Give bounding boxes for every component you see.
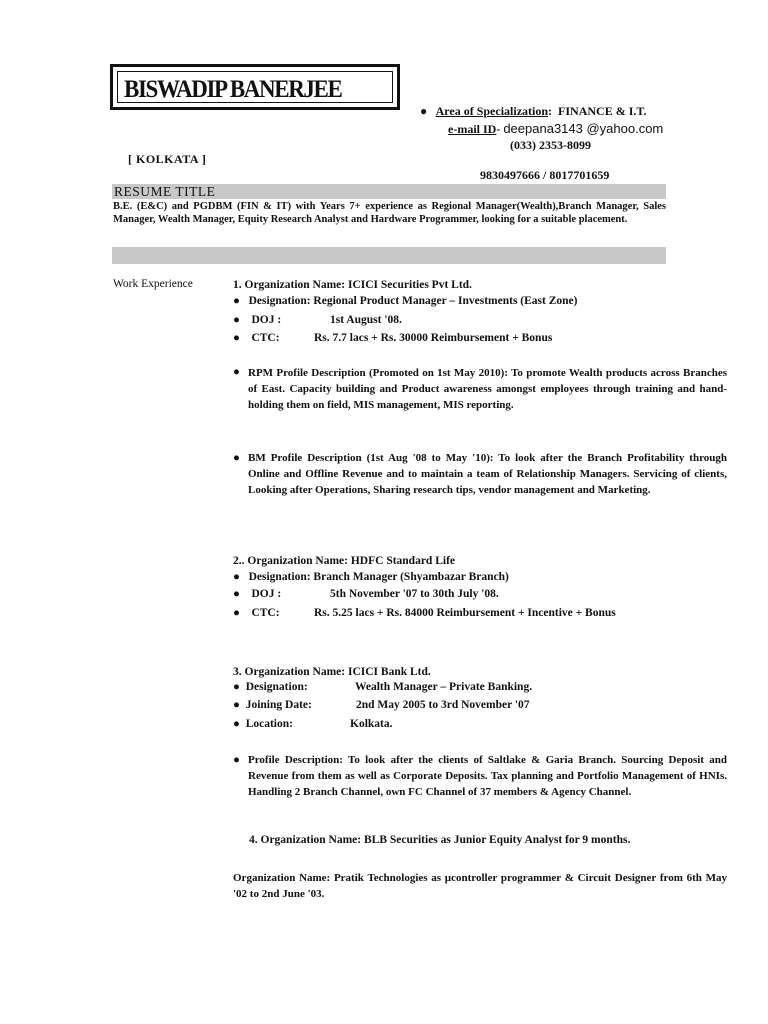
bullet-icon: ● — [233, 607, 240, 619]
bullet-icon: ● — [233, 314, 240, 326]
org3-title: 3. Organization Name: ICICI Bank Ltd. — [233, 666, 431, 678]
email-label: e-mail ID — [448, 122, 497, 136]
phone-landline: (033) 2353-8099 — [510, 138, 591, 152]
org3-designation-value: Wealth Manager – Private Banking. — [355, 681, 533, 693]
org1-bm-profile: BM Profile Description (1st Aug '08 to May '10): To look after the Branch Profitability through Online and Offline Revenue and to maintain a team of Relationship Managers. Servicing of clients, Looking after Operations, Sharing research tips, vendor management and Marketing. — [248, 452, 727, 496]
email-value[interactable]: deepana3143 @yahoo.com — [503, 121, 664, 136]
bullet-icon: ● — [233, 332, 240, 344]
area-value: FINANCE & I.T. — [558, 104, 647, 118]
bullet-icon: ● — [233, 754, 240, 766]
area-label: Area of Specialization — [435, 104, 549, 118]
resume-title: RESUME TITLE — [114, 184, 216, 199]
org2-ctc-value: Rs. 5.25 lacs + Rs. 84000 Reimbursement + Incentive + Bonus — [314, 607, 616, 619]
area-of-specialization: ● Area of Specialization: FINANCE & I.T. — [420, 104, 647, 118]
org1-rpm-profile: RPM Profile Description (Promoted on 1st May 2010): To promote Wealth products across Branches of East. Capacity building and Product awareness amongst employees through training and hand-holding them on field, MIS management, MIS reporting. — [248, 367, 727, 411]
org4-title: 4. Organization Name: BLB Securities as Junior Equity Analyst for 9 months. — [249, 834, 631, 846]
location: [ KOLKATA ] — [128, 152, 207, 166]
bullet-icon: ● — [233, 452, 240, 464]
org3-location: ● Location: — [233, 718, 293, 730]
org2-doj-value: 5th November '07 to 30th July '08. — [330, 588, 499, 600]
bullet-icon: ● — [233, 588, 240, 600]
org1-title: 1. Organization Name: ICICI Securities Pvt Ltd. — [233, 279, 472, 291]
email-line: e-mail ID- deepana3143 @yahoo.com — [448, 121, 664, 136]
org1-ctc-value: Rs. 7.7 lacs + Rs. 30000 Reimbursement + Bonus — [314, 332, 553, 344]
org2-ctc: ● CTC: — [233, 607, 280, 619]
objective-text: B.E. (E&C) and PGDBM (FIN & IT) with Years 7+ experience as Regional Manager(Wealth),Branch Manager, Sales Manager, Wealth Manager, Equity Research Analyst and Hardware Programmer, looking for a suitable placement. — [113, 201, 666, 225]
org3-joining: ● Joining Date: — [233, 699, 312, 711]
bullet-icon: ● — [420, 104, 428, 118]
phone-mobile: 9830497666 / 8017701659 — [480, 168, 610, 182]
candidate-name: BISWADIP BANERJEE — [124, 76, 342, 103]
separator-bar — [112, 247, 666, 264]
bullet-icon: ● — [233, 366, 240, 378]
bullet-icon: ● — [233, 718, 240, 730]
work-experience-label: Work Experience — [113, 278, 193, 290]
bullet-icon: ● — [233, 681, 240, 693]
org3-profile: Profile Description: To look after the clients of Saltlake & Garia Branch. Sourcing Deposit and Revenue from them as well as Corporate Deposits. Tax planning and Portfolio Management of HNIs. Handling 2 Branch Channel, own FC Channel of 37 members & Agency Channel. — [248, 754, 727, 798]
bullet-icon: ● — [233, 571, 240, 583]
org2-designation: ● Designation: Branch Manager (Shyambazar Branch) — [233, 571, 509, 583]
org1-designation: ● Designation: Regional Product Manager – Investments (East Zone) — [233, 295, 578, 307]
org2-doj: ● DOJ : — [233, 588, 282, 600]
org2-title: 2.. Organization Name: HDFC Standard Life — [233, 555, 456, 567]
org3-location-value: Kolkata. — [350, 718, 393, 730]
org5-text: Organization Name: Pratik Technologies as µcontroller programmer & Circuit Designer from 6th May '02 to 2nd June '03. — [233, 872, 727, 900]
org1-doj: ● DOJ : — [233, 314, 282, 326]
org3-designation: ● Designation: — [233, 681, 308, 693]
org1-ctc: ● CTC: — [233, 332, 280, 344]
bullet-icon: ● — [233, 699, 240, 711]
org3-joining-value: 2nd May 2005 to 3rd November '07 — [356, 699, 530, 711]
org1-doj-value: 1st August '08. — [330, 314, 402, 326]
bullet-icon: ● — [233, 295, 240, 307]
